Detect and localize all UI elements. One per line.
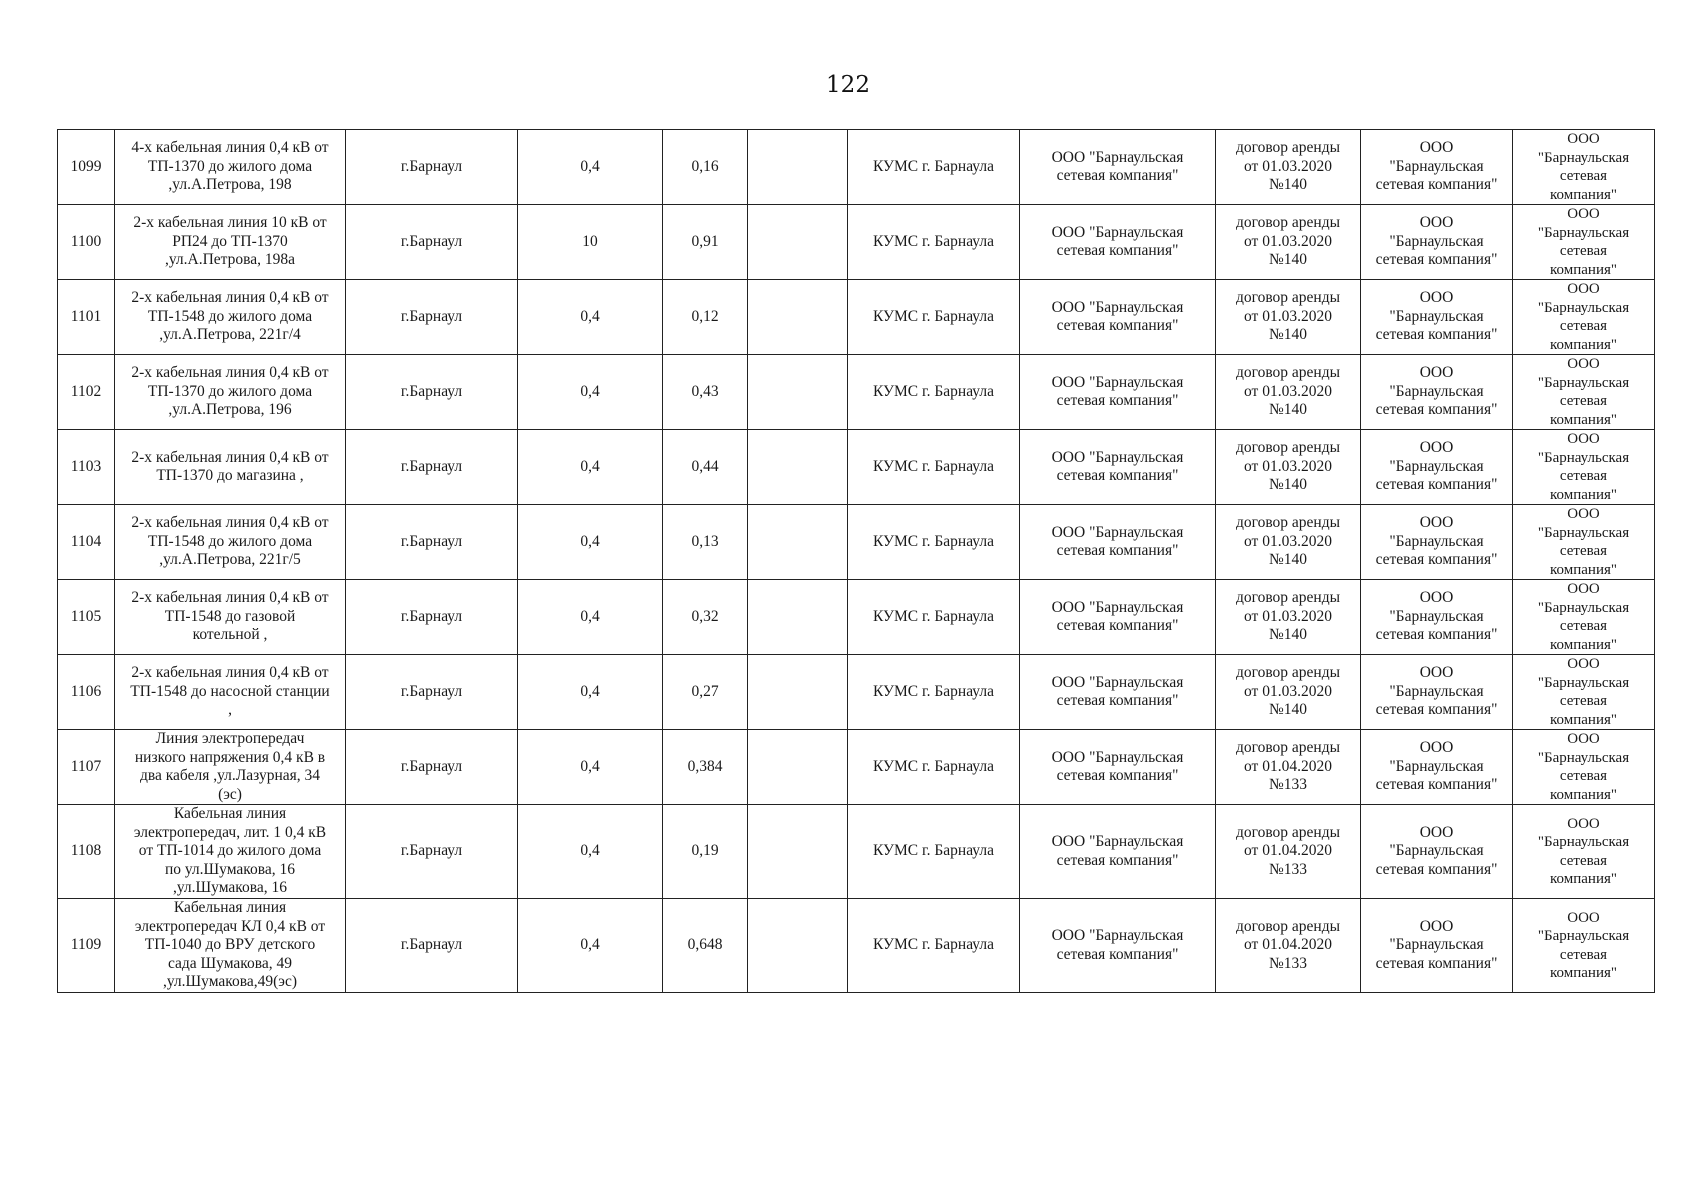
cell-city: г.Барнаул [346,730,518,805]
cell-holder: ООО "Барнаульская сетевая компания" [1020,430,1216,505]
cell-length: 0,27 [663,655,748,730]
table-row [58,580,1655,655]
cell-user: ООО "Барнаульская сетевая компания" [1361,130,1513,205]
cell-blank [748,130,848,205]
cell-no: 1108 [58,805,115,899]
cell-no: 1107 [58,730,115,805]
cell-user: ООО "Барнаульская сетевая компания" [1361,355,1513,430]
cell-voltage: 10 [518,205,663,280]
cell-operator: ООО "Барнаульская сетевая компания" [1513,205,1655,280]
cell-contract: договор аренды от 01.03.2020 №140 [1216,655,1361,730]
cell-holder: ООО "Барнаульская сетевая компания" [1020,130,1216,205]
cell-voltage: 0,4 [518,280,663,355]
cell-name: Линия электропередач низкого напряжения 0,4 кВ в два кабеля ,ул.Лазурная, 34 (эс) [115,730,346,805]
table-row [58,355,1655,430]
cell-voltage: 0,4 [518,430,663,505]
cell-city: г.Барнаул [346,505,518,580]
cell-voltage: 0,4 [518,130,663,205]
cell-contract: договор аренды от 01.03.2020 №140 [1216,430,1361,505]
cell-no: 1104 [58,505,115,580]
cell-blank [748,430,848,505]
page-number: 122 [826,72,870,98]
cell-city: г.Барнаул [346,130,518,205]
cell-contract: договор аренды от 01.04.2020 №133 [1216,730,1361,805]
cell-voltage: 0,4 [518,730,663,805]
cell-length: 0,43 [663,355,748,430]
cell-length: 0,16 [663,130,748,205]
table-row [58,280,1655,355]
cell-contract: договор аренды от 01.04.2020 №133 [1216,805,1361,899]
cell-voltage: 0,4 [518,505,663,580]
cell-contract: договор аренды от 01.03.2020 №140 [1216,580,1361,655]
cell-name: 2-х кабельная линия 0,4 кВ от ТП-1548 до насосной станции , [115,655,346,730]
registry-body [58,130,1655,993]
cell-blank [748,280,848,355]
cell-operator: ООО "Барнаульская сетевая компания" [1513,505,1655,580]
cell-user: ООО "Барнаульская сетевая компания" [1361,805,1513,899]
cell-user: ООО "Барнаульская сетевая компания" [1361,655,1513,730]
cell-owner: КУМС г. Барнаула [848,205,1020,280]
cell-holder: ООО "Барнаульская сетевая компания" [1020,505,1216,580]
cell-user: ООО "Барнаульская сетевая компания" [1361,730,1513,805]
cell-no: 1103 [58,430,115,505]
cell-city: г.Барнаул [346,655,518,730]
cell-blank [748,205,848,280]
cell-voltage: 0,4 [518,580,663,655]
cell-blank [748,355,848,430]
cell-name: 2-х кабельная линия 0,4 кВ от ТП-1548 до жилого дома ,ул.А.Петрова, 221г/5 [115,505,346,580]
table-row [58,730,1655,805]
cell-blank [748,730,848,805]
cell-owner: КУМС г. Барнаула [848,355,1020,430]
table-row [58,655,1655,730]
cell-owner: КУМС г. Барнаула [848,580,1020,655]
cell-holder: ООО "Барнаульская сетевая компания" [1020,655,1216,730]
cell-contract: договор аренды от 01.03.2020 №140 [1216,355,1361,430]
cell-owner: КУМС г. Барнаула [848,655,1020,730]
cell-contract: договор аренды от 01.03.2020 №140 [1216,280,1361,355]
cell-no: 1099 [58,130,115,205]
cell-no: 1102 [58,355,115,430]
cell-holder: ООО "Барнаульская сетевая компания" [1020,205,1216,280]
cell-contract: договор аренды от 01.03.2020 №140 [1216,505,1361,580]
table-row [58,205,1655,280]
cell-operator: ООО "Барнаульская сетевая компания" [1513,580,1655,655]
cell-name: 2-х кабельная линия 0,4 кВ от ТП-1548 до газовой котельной , [115,580,346,655]
cell-no: 1100 [58,205,115,280]
cell-operator: ООО "Барнаульская сетевая компания" [1513,655,1655,730]
cell-holder: ООО "Барнаульская сетевая компания" [1020,730,1216,805]
cell-operator: ООО "Барнаульская сетевая компания" [1513,430,1655,505]
cell-length: 0,648 [663,899,748,993]
cell-owner: КУМС г. Барнаула [848,899,1020,993]
cell-voltage: 0,4 [518,655,663,730]
cell-blank [748,655,848,730]
cell-no: 1105 [58,580,115,655]
registry-table [57,129,1655,993]
cell-name: Кабельная линия электропередач КЛ 0,4 кВ от ТП-1040 до ВРУ детского сада Шумакова, 49 ,ул.Шумакова,49(эс) [115,899,346,993]
cell-holder: ООО "Барнаульская сетевая компания" [1020,899,1216,993]
cell-owner: КУМС г. Барнаула [848,280,1020,355]
cell-city: г.Барнаул [346,205,518,280]
table-row [58,130,1655,205]
cell-blank [748,899,848,993]
cell-operator: ООО "Барнаульская сетевая компания" [1513,730,1655,805]
cell-blank [748,805,848,899]
cell-length: 0,19 [663,805,748,899]
cell-voltage: 0,4 [518,899,663,993]
cell-operator: ООО "Барнаульская сетевая компания" [1513,805,1655,899]
cell-name: 2-х кабельная линия 0,4 кВ от ТП-1548 до жилого дома ,ул.А.Петрова, 221г/4 [115,280,346,355]
cell-name: 4-х кабельная линия 0,4 кВ от ТП-1370 до жилого дома ,ул.А.Петрова, 198 [115,130,346,205]
cell-owner: КУМС г. Барнаула [848,430,1020,505]
cell-holder: ООО "Барнаульская сетевая компания" [1020,280,1216,355]
cell-city: г.Барнаул [346,899,518,993]
cell-name: Кабельная линия электропередач, лит. 1 0,4 кВ от ТП-1014 до жилого дома по ул.Шумакова, 16 ,ул.Шумакова, 16 [115,805,346,899]
cell-contract: договор аренды от 01.03.2020 №140 [1216,130,1361,205]
table-row [58,430,1655,505]
cell-voltage: 0,4 [518,355,663,430]
cell-city: г.Барнаул [346,280,518,355]
cell-no: 1106 [58,655,115,730]
table-row [58,505,1655,580]
cell-holder: ООО "Барнаульская сетевая компания" [1020,580,1216,655]
cell-name: 2-х кабельная линия 10 кВ от РП24 до ТП-1370 ,ул.А.Петрова, 198а [115,205,346,280]
cell-user: ООО "Барнаульская сетевая компания" [1361,430,1513,505]
cell-length: 0,44 [663,430,748,505]
cell-length: 0,384 [663,730,748,805]
cell-contract: договор аренды от 01.04.2020 №133 [1216,899,1361,993]
cell-city: г.Барнаул [346,355,518,430]
cell-user: ООО "Барнаульская сетевая компания" [1361,205,1513,280]
cell-length: 0,91 [663,205,748,280]
cell-city: г.Барнаул [346,805,518,899]
cell-owner: КУМС г. Барнаула [848,505,1020,580]
cell-user: ООО "Барнаульская сетевая компания" [1361,280,1513,355]
cell-contract: договор аренды от 01.03.2020 №140 [1216,205,1361,280]
cell-city: г.Барнаул [346,430,518,505]
cell-length: 0,13 [663,505,748,580]
cell-no: 1109 [58,899,115,993]
cell-operator: ООО "Барнаульская сетевая компания" [1513,280,1655,355]
cell-owner: КУМС г. Барнаула [848,130,1020,205]
cell-city: г.Барнаул [346,580,518,655]
cell-user: ООО "Барнаульская сетевая компания" [1361,899,1513,993]
cell-operator: ООО "Барнаульская сетевая компания" [1513,355,1655,430]
cell-name: 2-х кабельная линия 0,4 кВ от ТП-1370 до магазина , [115,430,346,505]
cell-blank [748,505,848,580]
table-row [58,899,1655,993]
cell-length: 0,12 [663,280,748,355]
cell-owner: КУМС г. Барнаула [848,730,1020,805]
cell-operator: ООО "Барнаульская сетевая компания" [1513,130,1655,205]
cell-owner: КУМС г. Барнаула [848,805,1020,899]
cell-operator: ООО "Барнаульская сетевая компания" [1513,899,1655,993]
cell-user: ООО "Барнаульская сетевая компания" [1361,505,1513,580]
cell-holder: ООО "Барнаульская сетевая компания" [1020,355,1216,430]
cell-no: 1101 [58,280,115,355]
table-row [58,805,1655,899]
cell-length: 0,32 [663,580,748,655]
cell-holder: ООО "Барнаульская сетевая компания" [1020,805,1216,899]
cell-user: ООО "Барнаульская сетевая компания" [1361,580,1513,655]
cell-name: 2-х кабельная линия 0,4 кВ от ТП-1370 до жилого дома ,ул.А.Петрова, 196 [115,355,346,430]
cell-voltage: 0,4 [518,805,663,899]
cell-blank [748,580,848,655]
